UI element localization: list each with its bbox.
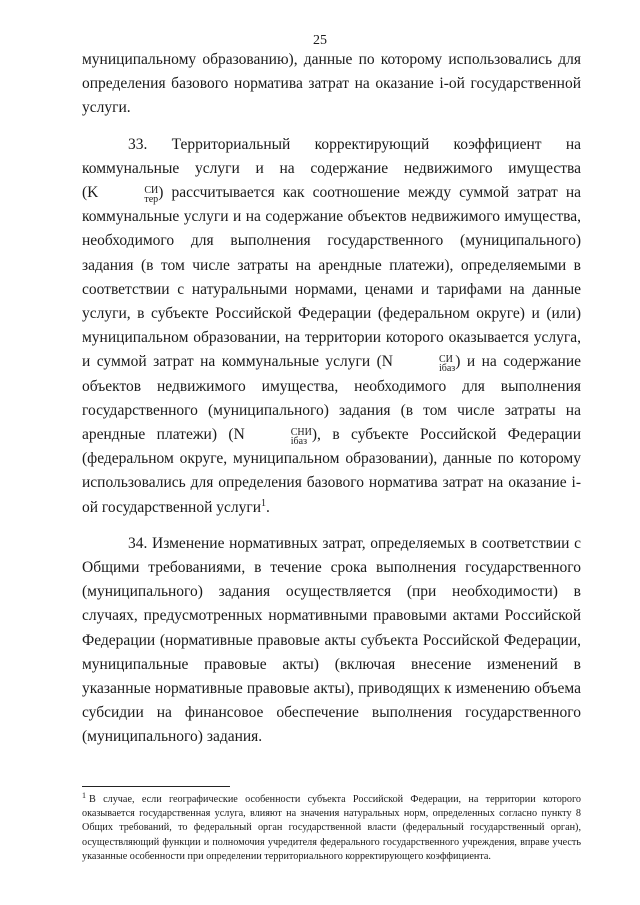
symbol-n2-sub: iбаз bbox=[290, 436, 308, 448]
symbol-n1-sub: iбаз bbox=[439, 363, 456, 375]
symbol-n-si-ibaz bbox=[381, 353, 456, 375]
symbol-n2-base: N bbox=[233, 426, 245, 444]
paragraph-continuation: муниципальному образованию), данные по которому использовались для определения базового норматива затрат на оказание i-ой государственной услуги. bbox=[82, 51, 581, 117]
footnote-divider bbox=[82, 786, 230, 787]
paragraph-gap bbox=[82, 520, 581, 532]
footnote-reference: 1 bbox=[261, 497, 267, 509]
paragraph-34: 34. Изменение нормативных затрат, определяемых в соответствии с Общими требованиями, в течение срока выполнения государственного (муниципального) задания осуществляется (при необходимости) в случаях, предусмотренных нормативными правовыми актами Российской Федерации (нормативные правовые акты субъекта Российской Федерации, муниципальные правовые акты) (включая внесение изменений в указанные нормативные правовые акты), приводящих к изменению объема субсидии на финансовое обеспечение выполнения государственного (муниципального) задания. bbox=[82, 534, 581, 746]
body-text bbox=[82, 48, 581, 750]
symbol-n2-sup: СНИ bbox=[290, 427, 312, 439]
paragraph-33 bbox=[82, 133, 581, 520]
paragraph-33-end: . bbox=[266, 498, 270, 516]
symbol-n2-indices bbox=[245, 428, 312, 446]
symbol-k-sup: СИ bbox=[144, 185, 159, 197]
footnote-mark: 1 bbox=[82, 790, 86, 800]
symbol-n1-sup: СИ bbox=[439, 354, 453, 366]
page-number: 25 bbox=[313, 33, 327, 48]
symbol-k-sub: тер bbox=[144, 194, 159, 206]
footnote bbox=[82, 790, 581, 864]
paragraph-gap bbox=[82, 121, 581, 133]
paragraph-33-text-b: ) рассчитывается как соотношение между суммой затрат на коммунальные услуги и на содержание объектов недвижимого имущества, необходимого для выполнения государственного (муниципального) задания (в том числе затраты на арендные платежи), определяемыми в соответствии с натуральными нормами, ценами и тарифами на данные услуги, в субъекте Российской Федерации (федеральном округе) и (или) муниципальном образовании, на территории которого оказывается услуга, и суммой затрат на коммунальные услуги ( bbox=[82, 184, 581, 371]
symbol-k-base: K bbox=[87, 184, 99, 202]
footnote-text: В случае, если географические особенности субъекта Российской Федерации, на территории которого оказывается государственная услуга, влияют на значения натуральных норм, определенных согласно пункту 8 Общих требований, то федеральный орган государственной власти (федеральный государственный орган), осуществляющий функции и полномочия учредителя федерального государственного учреждения, вправе учесть указанные особенности при определении территориального корректирующего коэффициента. bbox=[82, 794, 581, 862]
paragraph-33-text-d: ), в субъекте Российской Федерации (федеральном округе, муниципальном образовании), данные по которому использовались для определения базового норматива затрат на оказание i-ой государственной услуги bbox=[82, 426, 581, 516]
symbol-k-ter-si bbox=[87, 184, 159, 206]
paragraph-33-text-c: ) и на содержание объектов недвижимого имущества, необходимого для выполнения государственного (муниципального) задания (в том числе затраты на арендные платежи) ( bbox=[82, 353, 581, 444]
symbol-n1-base: N bbox=[381, 353, 393, 371]
paragraph-33-text-a: 33. Территориальный корректирующий коэффициент на коммунальные услуги и на содержание недвижимого имущества ( bbox=[82, 135, 581, 202]
symbol-n1-indices bbox=[393, 355, 455, 373]
symbol-n-sni-ibaz bbox=[233, 426, 312, 448]
symbol-k-indices bbox=[98, 186, 158, 204]
